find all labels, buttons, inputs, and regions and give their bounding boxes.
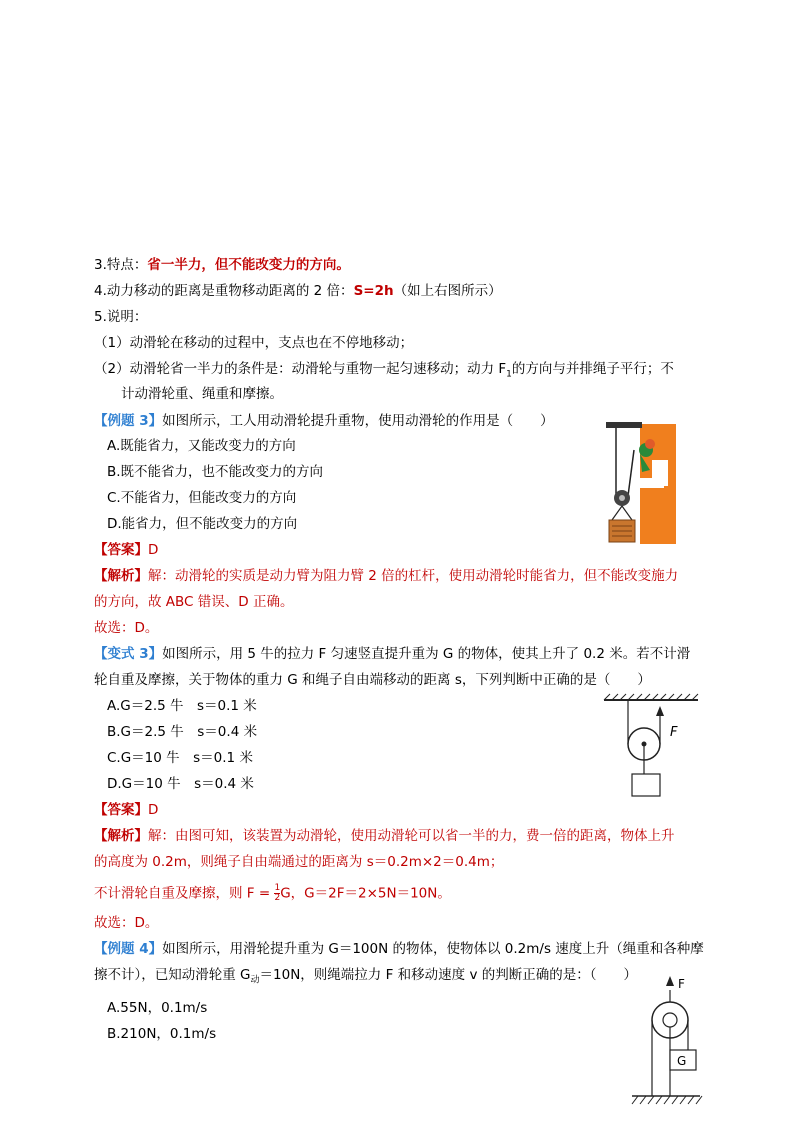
weight-label-g: G: [677, 1054, 687, 1068]
variant-3-analysis-2: 的高度为 0.2m，则绳子自由端通过的距离为 s＝0.2m×2＝0.4m；: [94, 854, 504, 870]
variant-3-option-c: C.G＝10 牛 s＝0.1 米: [107, 750, 253, 766]
variant-3-conclusion: 故选：D。: [94, 915, 159, 931]
variant-3-analysis-1: 【解析】解：由图可知，该装置为动滑轮，使用动滑轮可以省一半的力，费一倍的距离，物体上升: [94, 828, 675, 844]
force-label-f: F: [678, 977, 685, 991]
force-label-f: F: [670, 725, 678, 740]
example-3-answer: 【答案】D: [94, 542, 159, 558]
example-4-stem-1: 【例题 4】如图所示，用滑轮提升重为 G＝100N 的物体，使物体以 0.2m/s 速度上升（绳重和各种摩: [94, 941, 704, 957]
variant-3-option-d: D.G＝10 牛 s＝0.4 米: [107, 776, 254, 792]
point-5-2: （2）动滑轮省一半力的条件是：动滑轮与重物一起匀速移动；动力 $F_1$的方向与并排绳子平行；不: [94, 361, 674, 380]
example-3-option-c: C.不能省力，但能改变力的方向: [107, 490, 297, 506]
variant-3-answer: 【答案】D: [94, 802, 159, 818]
point-5-2-cont: 计动滑轮重、绳重和摩擦。: [121, 386, 283, 402]
example-3-analysis-1: 【解析】解：动滑轮的实质是动力臂为阻力臂 2 倍的杠杆，使用动滑轮时能省力，但不能改变施力: [94, 568, 679, 584]
example-3-option-b: B.既不能省力，也不能改变力的方向: [107, 464, 324, 480]
fraction-one-half: $\frac{1}{2}$: [274, 883, 281, 903]
example-3-option-a: A.既能省力，又能改变力的方向: [107, 438, 296, 454]
example-3-option-d: D.能省力，但不能改变力的方向: [107, 516, 298, 532]
variant-3-analysis-3: 不计滑轮自重及摩擦，则 F = $\frac{1}{2}$ G，G＝2F＝2×5N＝10N。: [94, 883, 451, 903]
example-4-option-a: A.55N，0.1m/s: [107, 1000, 208, 1016]
example-4-stem-2: 擦不计），已知动滑轮重 $G_动=10N$，则绳端拉力 F 和移动速度 v 的判断正确的是：（ ）: [94, 967, 637, 986]
point-5-1: （1）动滑轮在移动的过程中，支点也在不停地移动；: [94, 335, 414, 351]
example-4-option-b: B.210N，0.1m/s: [107, 1026, 217, 1042]
pulley-ground-figure: [626, 968, 706, 1110]
point-5: 5.说明：: [94, 309, 148, 325]
variant-3-stem-2: 轮自重及摩擦，关于物体的重力 G 和绳子自由端移动的距离 s，下列判断中正确的是（ ）: [94, 672, 651, 688]
variant-3-stem-1: 【变式 3】如图所示，用 5 牛的拉力 F 匀速竖直提升重为 G 的物体，使其上升了 0.2 米。若不计滑: [94, 646, 691, 662]
variant-3-option-a: A.G＝2.5 牛 s＝0.1 米: [107, 698, 257, 714]
example-3-conclusion: 故选：D。: [94, 620, 159, 636]
variant-3-option-b: B.G＝2.5 牛 s＝0.4 米: [107, 724, 258, 740]
point-3: 3.特点：省一半力，但不能改变力的方向。: [94, 257, 350, 273]
worker-pulley-figure: [606, 420, 682, 546]
movable-pulley-figure: [600, 692, 700, 802]
point-4: 4.动力移动的距离是重物移动距离的 2 倍：S=2h（如上右图所示）: [94, 283, 502, 299]
example-3-stem: 【例题 3】如图所示，工人用动滑轮提升重物，使用动滑轮的作用是（ ）: [94, 413, 554, 429]
example-3-analysis-2: 的方向，故 ABC 错误、D 正确。: [94, 594, 294, 610]
